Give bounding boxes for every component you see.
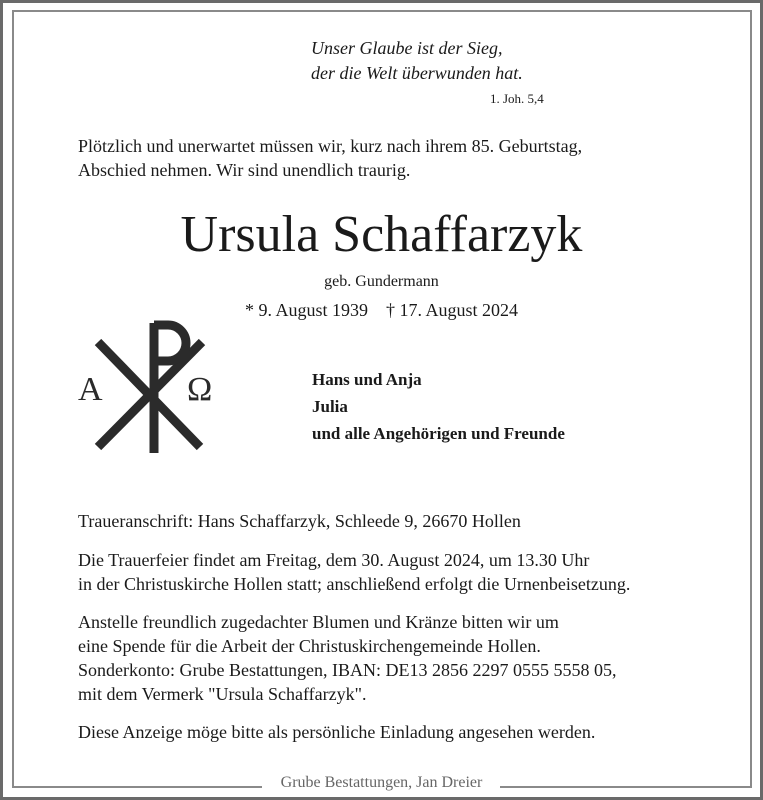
quote-line: der die Welt überwunden hat. [311,63,523,83]
quote-line: Unser Glaube ist der Sieg, [311,38,503,58]
mourning-address: Traueranschrift: Hans Schaffarzyk, Schleede 9, 26670 Hollen [78,511,521,531]
donation-line: Sonderkonto: Grube Bestattungen, IBAN: DE13 2856 2297 0555 5558 05, [78,660,617,680]
mourner: Hans und Anja [312,370,422,389]
maiden-name: geb. Gundermann [324,273,439,290]
death-date: † 17. August 2024 [386,300,519,320]
birth-date: * 9. August 1939 [244,300,368,320]
intro-line: Abschied nehmen. Wir sind unendlich traurig. [78,160,411,180]
chi-rho-icon [70,315,240,455]
intro-text [78,134,582,182]
bible-quote [311,36,523,86]
footer [0,774,763,792]
donation-line: mit dem Vermerk "Ursula Schaffarzyk". [78,684,367,704]
mourners-list [312,366,565,447]
omega-letter: Ω [187,371,213,408]
ceremony-info [78,548,630,596]
donation-line: eine Spende für die Arbeit der Christuskirchengemeinde Hollen. [78,636,541,656]
quote-reference: 1. Joh. 5,4 [490,91,544,106]
ceremony-line: in der Christuskirche Hollen statt; anschließend erfolgt die Urnenbeisetzung. [78,574,631,594]
invitation-note: Diese Anzeige möge bitte als persönliche Einladung angesehen werden. [78,722,596,742]
intro-line: Plötzlich und unerwartet müssen wir, kurz nach ihrem 85. Geburtstag, [78,136,583,156]
mourner: und alle Angehörigen und Freunde [312,424,565,443]
donation-line: Anstelle freundlich zugedachter Blumen und Kränze bitten wir um [78,612,559,632]
donation-info [78,610,616,706]
ceremony-line: Die Trauerfeier findet am Freitag, dem 30. August 2024, um 13.30 Uhr [78,550,590,570]
alpha-letter: A [78,371,103,408]
deceased-name: Ursula Schaffarzyk [180,206,583,263]
footer-text: Grube Bestattungen, Jan Dreier [275,774,489,791]
chi-rho-symbol [70,315,240,455]
mourner: Julia [312,397,348,416]
